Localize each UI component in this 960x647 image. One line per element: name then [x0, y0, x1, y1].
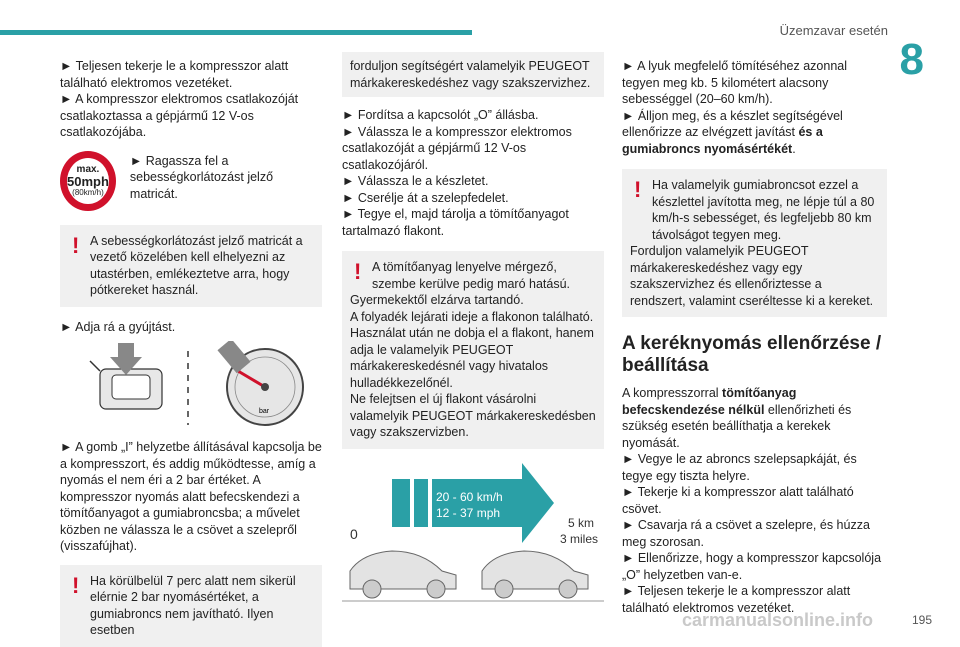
warning-icon: !: [72, 232, 80, 258]
step-text: ► Ellenőrizze, hogy a kompresszor kapcsolója „O” helyzetben van-e.: [622, 551, 882, 582]
compressor-figure: [60, 341, 322, 433]
driving-figure: [342, 459, 604, 609]
driving-distance-illustration: [342, 459, 604, 609]
step-text-part: ► A lyuk megfelelő tömítéséhez azonnal tegyen meg kb. 5 kilométert alacsony sebességgel (20–60 km/h).: [622, 59, 847, 106]
watermark: carmanualsonline.info: [682, 610, 874, 630]
warning-box: [60, 225, 322, 307]
section-title: Üzemzavar esetén: [779, 23, 888, 38]
step-text-part: .: [792, 141, 796, 156]
header-bar: [0, 30, 472, 35]
compressor-gauge-illustration: [60, 341, 322, 433]
compressor-icon: [90, 343, 162, 409]
step-text: ► A kompresszor elektromos csatlakozóját csatlakoztassa a gépjármű 12 V-os csatlakozójába.: [60, 92, 299, 139]
warning-text: Gyermekektől elzárva tartandó.: [350, 293, 524, 307]
car-end-icon: [482, 551, 588, 598]
step-text: [622, 108, 887, 158]
warning-box: [60, 565, 322, 647]
speed-mph-label: 12 - 37 mph: [436, 505, 501, 520]
step-text: ► Válassza le a készletet.: [342, 174, 489, 188]
step-text: ► Válassza le a kompresszor elektromos csatlakozóját a gépjármű 12 V-os csatlakozójáról.: [342, 124, 572, 172]
sign-line-2: 50mph: [67, 173, 109, 189]
speed-limit-sign-icon: [60, 151, 116, 211]
warning-box-continued: [342, 52, 604, 97]
step-text: ► Tegye el, majd tárolja a tömítőanyagot tartalmazó flakont.: [342, 207, 569, 238]
warning-icon: !: [72, 572, 80, 598]
speed-arrow-icon: [392, 463, 554, 543]
chapter-number: 8: [899, 35, 924, 84]
step-text: ► Cserélje át a szelepfedelet.: [342, 190, 509, 205]
warning-box: [622, 169, 887, 317]
distance-km-label: 5 km: [568, 515, 595, 530]
warning-text: Ha körülbelül 7 perc alatt nem sikerül elérnie 2 bar nyomásértéket, a gumiabroncs nem javítható. Ilyen esetben: [90, 573, 296, 637]
step-text: ► Teljesen tekerje le a kompresszor alatt található elektromos vezetéket.: [60, 59, 289, 90]
step-text: ► Csavarja rá a csövet a szelepre, és húzza meg szorosan.: [622, 518, 870, 549]
warning-text: Ha valamelyik gumiabroncsot ezzel a készlettel javította meg, ne lépje túl a 80 km/h-s sebességet, és legfeljebb 80 km távolságot tegyen meg.: [652, 178, 875, 242]
page-number: 195: [911, 613, 932, 627]
start-distance-label: 0: [350, 525, 358, 542]
gauge-unit-label: bar: [259, 408, 270, 415]
warning-text: forduljon segítségért valamelyik PEUGEOT márkakereskedéshez vagy szakszervizhez.: [350, 59, 591, 90]
warning-text: A tömítőanyag lenyelve mérgező, szembe kerülve pedig maró hatású.: [372, 260, 571, 291]
warning-text: A sebességkorlátozást jelző matricát a vezető közelében kell elhelyezni az utastérben, emlékeztetve arra, hogy pótkereket használ.: [90, 233, 303, 297]
column-3: [622, 58, 887, 616]
warning-text: Használat után ne dobja el a flakont, hanem adja le valamelyik PEUGEOT márkakereskedésnél vagy hivatalos hulladékkezelőnél.: [350, 326, 594, 390]
intro-text: [622, 385, 887, 451]
sign-line-1: max.: [76, 163, 100, 175]
step-text-bold: és a gumiabroncs nyomásértékét: [622, 125, 823, 156]
car-start-icon: [350, 551, 456, 598]
warning-text: A folyadék lejárati ideje a flakonon található.: [350, 309, 594, 324]
warning-text: Ne felejtsen el új flakont vásárolni valamelyik PEUGEOT márkakereskedésben vagy szakszervizben.: [350, 392, 596, 439]
step-text: ► Adja rá a gyújtást.: [60, 319, 176, 334]
step-text: ► Teljesen tekerje le a kompresszor alatt található elektromos vezetéket.: [622, 584, 851, 615]
step-text-part: ► Álljon meg, és a készlet segítségével ellenőrizze az elvégzett javítást: [622, 108, 843, 139]
speed-sign-row: [60, 151, 322, 211]
step-text: [622, 58, 887, 108]
section-heading: A keréknyomás ellenőrzése / beállítása: [622, 333, 882, 376]
intro-part: A kompresszorral: [622, 386, 723, 400]
warning-icon: !: [634, 177, 642, 202]
intro-part: ellenőrizheti és szükség esetén beállíthatja a kerekek nyomását.: [622, 402, 852, 450]
distance-miles-label: 3 miles: [560, 531, 599, 546]
column-2: [342, 52, 604, 609]
column-1: [60, 58, 322, 647]
step-text: ► Vegye le az abroncs szelepsapkáját, és tegye egy tiszta helyre.: [622, 452, 857, 483]
warning-icon: !: [354, 259, 362, 284]
sign-text: ► Ragassza fel a sebességkorlátozást jelző matricát.: [129, 153, 274, 201]
intro-bold: tömítőanyag befecskendezése nélkül: [622, 386, 797, 417]
pressure-gauge-icon: [217, 341, 303, 425]
sign-line-3: (80km/h): [72, 187, 104, 197]
warning-box: [342, 251, 604, 449]
step-text: ► A gomb „I” helyzetbe állításával kapcsolja be a kompresszort, és addig működtesse, amíg a nyomás el nem éri a 2 bar értéket. A kompresszor nyomás alatt befecskendezi a tömítőanyagot a gumiabroncsba; a művelet közben ne válassza le a csövet a szelepről (visszafújhat).: [60, 440, 322, 553]
step-text: ► Tekerje ki a kompresszor alatt található csövet.: [622, 485, 854, 516]
warning-text: Forduljon valamelyik PEUGEOT márkakereskedéshez vagy egy szakszervizhez és ellenőriztesse a rendszert, valamint cseréltesse ki a kereket.: [630, 244, 874, 308]
step-text: ► Fordítsa a kapcsolót „O” állásba.: [342, 108, 539, 122]
speed-kmh-label: 20 - 60 km/h: [436, 489, 503, 504]
